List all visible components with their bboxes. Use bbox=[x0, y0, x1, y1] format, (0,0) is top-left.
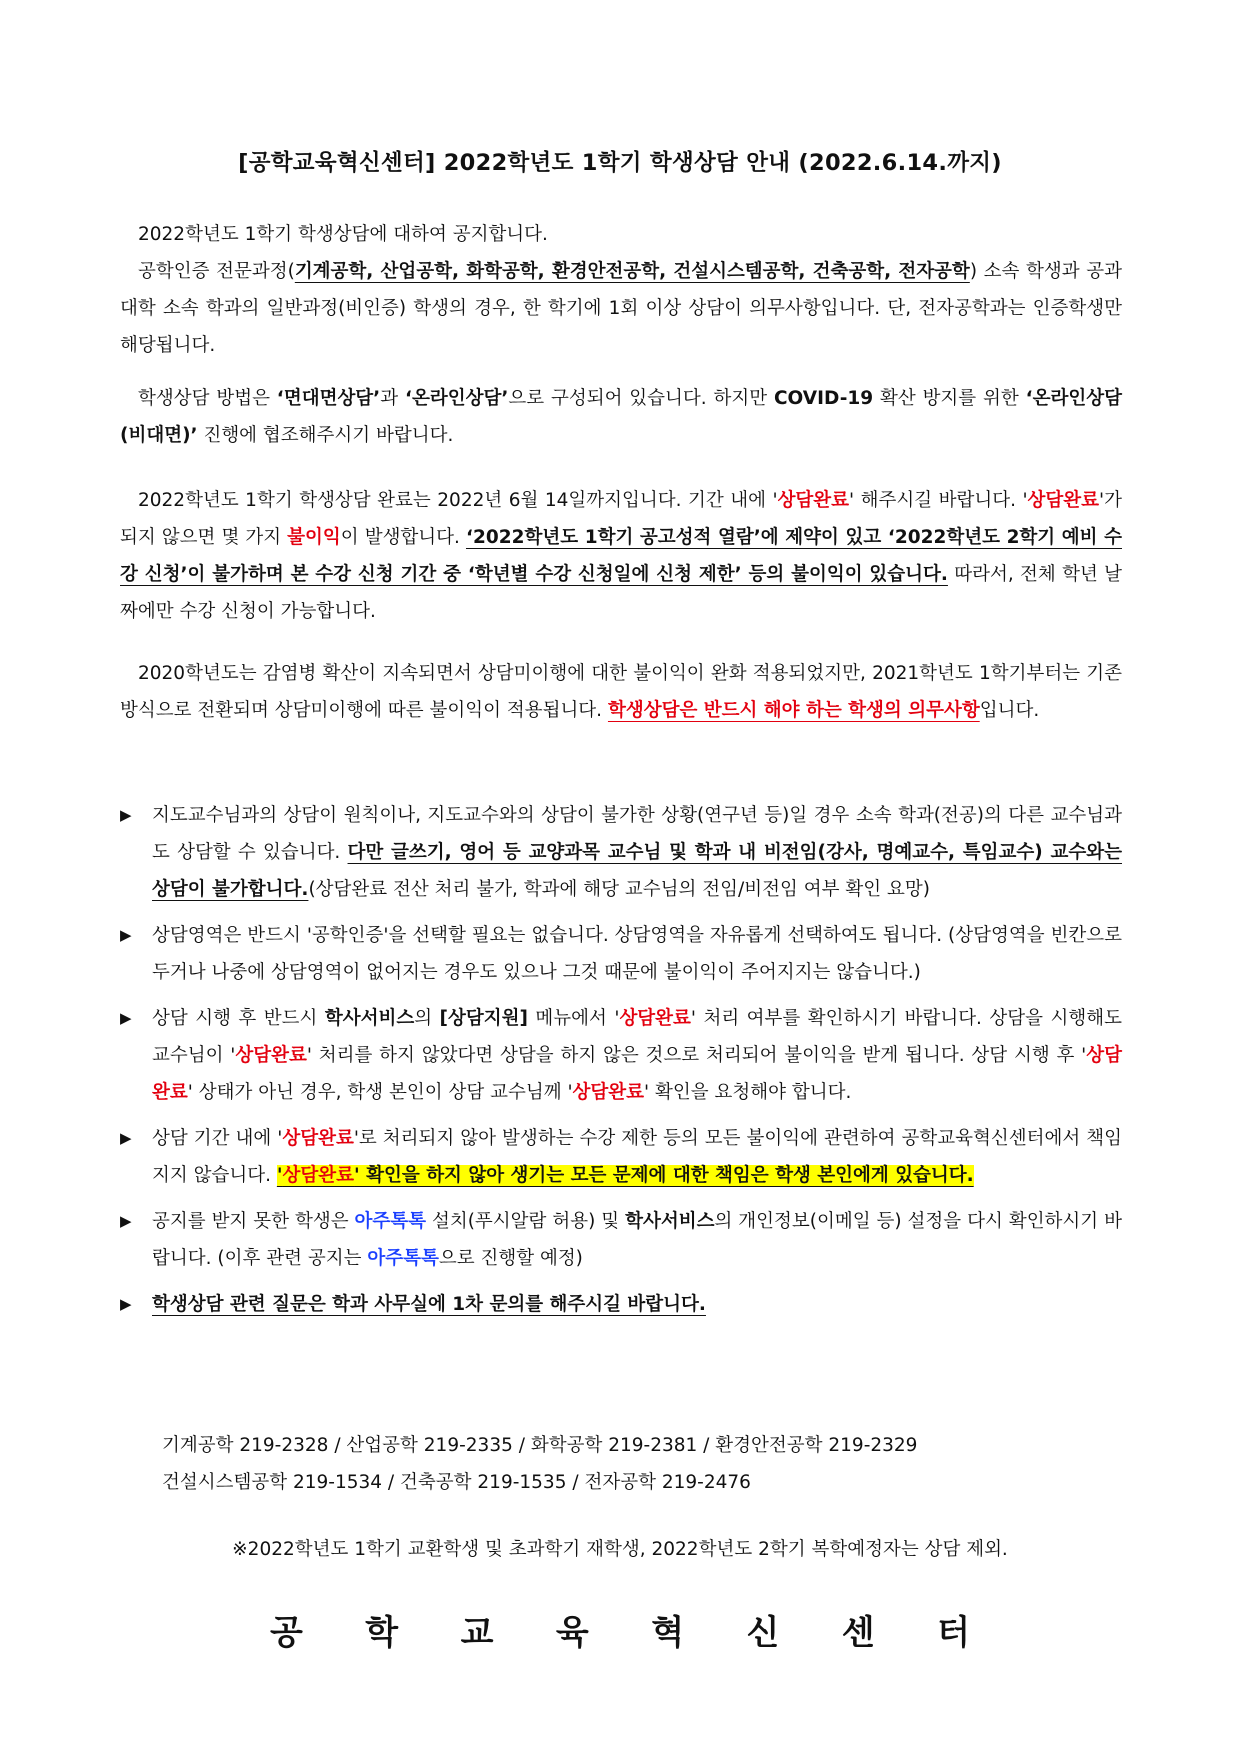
text-span: 으로 구성되어 있습니다. 하지만 bbox=[508, 388, 774, 409]
text-span: 의 bbox=[414, 1008, 440, 1029]
text-span: 의 개인정보(이메일 등) 설정을 다시 확인하시기 바랍니다. (이후 관련 공지는 bbox=[152, 1211, 1122, 1269]
text-span: ' 확인을 하지 않아 생기는 모든 문제에 대한 책임은 학생 본인에게 있습니다. bbox=[354, 1165, 974, 1186]
bullet-advisor bbox=[120, 797, 1122, 908]
consult-complete-text: 상담완료 bbox=[282, 1165, 355, 1186]
bullet-list bbox=[120, 797, 1122, 1323]
intro-paragraph bbox=[120, 216, 1122, 364]
text-span: 입니다. bbox=[979, 700, 1040, 721]
online-nonface-label: ‘온라인상담(비대면)’ bbox=[120, 388, 1123, 446]
text-span: 상담 시행 후 반드시 bbox=[152, 1008, 325, 1029]
academic-service-label: 학사서비스 bbox=[625, 1211, 715, 1232]
bullet-check-status bbox=[120, 1000, 1122, 1111]
triangle-bullet-icon: ▶ bbox=[120, 806, 132, 824]
bullet-responsibility bbox=[120, 1120, 1122, 1194]
ajou-toktok-label: 아주톡톡 bbox=[367, 1248, 439, 1269]
online-label: ‘온라인상담’ bbox=[404, 388, 509, 409]
signature-char: 공 bbox=[270, 1613, 303, 1653]
text-span: ' 확인을 요청해야 합니다. bbox=[644, 1082, 852, 1103]
text-span: 지도교수님과의 상담이 원칙이나, 지도교수와의 상담이 불가한 상황(연구년 등)일 경우 소속 학과(전공)의 다른 교수님과도 상담할 수 있습니다. bbox=[152, 805, 1122, 863]
text-span: 공학인증 전문과정( bbox=[138, 261, 295, 282]
intro-line: 2022학년도 1학기 학생상담에 대하여 공지합니다. bbox=[138, 224, 548, 245]
consult-complete-text: 상담완료 bbox=[282, 1128, 354, 1149]
text-span: 상담 기간 내에 ' bbox=[152, 1128, 283, 1149]
contact-instruction: 학생상담 관련 질문은 학과 사무실에 1차 문의를 해주시길 바랍니다. bbox=[152, 1294, 706, 1315]
contact-line-2: 건설시스템공학 219-1534 / 건축공학 219-1535 / 전자공학 219-2476 bbox=[162, 1472, 751, 1493]
signature-char: 센 bbox=[841, 1613, 875, 1653]
method-paragraph bbox=[120, 380, 1122, 454]
certification-text bbox=[120, 253, 1122, 364]
signature-char: 교 bbox=[460, 1613, 494, 1653]
signature-char: 육 bbox=[555, 1613, 589, 1653]
face-to-face-label: ‘면대면상담’ bbox=[276, 388, 381, 409]
text-span: 진행에 협조해주시기 바랍니다. bbox=[197, 425, 454, 446]
text-span: 설치(푸시알람 허용) 및 bbox=[426, 1211, 626, 1232]
text-span: 메뉴에서 ' bbox=[527, 1008, 620, 1029]
consult-support-menu: [상담지원] bbox=[439, 1008, 528, 1029]
consult-complete-text: 상담완료 bbox=[619, 1008, 691, 1029]
text-span: (상담완료 전산 처리 불가, 학과에 해당 교수님의 전임/비전임 여부 확인 요망) bbox=[308, 879, 930, 900]
text-span: 상담영역은 반드시 '공학인증'을 선택할 필요는 없습니다. 상담영역을 자유롭게 선택하여도 됩니다. (상담영역을 빈칸으로 두거나 나중에 상담영역이 없어지는 경우도 있으나 그것 때문에 불이익이 주어지지는 않습니다.) bbox=[152, 925, 1122, 983]
text-span: ' 처리 여부를 확인하시기 바랍니다. 상담을 시행해도 교수님이 ' bbox=[152, 1008, 1122, 1066]
disadvantage-text: 불이익 bbox=[287, 527, 341, 548]
triangle-bullet-icon: ▶ bbox=[120, 926, 132, 944]
majors-list: 기계공학, 산업공학, 화학공학, 환경안전공학, 건설시스템공학, 건축공학, 전자공학 bbox=[294, 261, 970, 282]
consult-complete-text: 상담완료 bbox=[572, 1082, 645, 1103]
text-span: ' bbox=[276, 1165, 283, 1186]
triangle-bullet-icon: ▶ bbox=[120, 1295, 132, 1313]
page-title: [공학교육혁신센터] 2022학년도 1학기 학생상담 안내 (2022.6.14.까지) bbox=[238, 150, 1002, 176]
signature-char: 학 bbox=[365, 1613, 399, 1653]
text-span: ' 해주시길 바랍니다. ' bbox=[849, 490, 1028, 511]
text-span: '가 되지 않으면 몇 가지 bbox=[120, 490, 1122, 548]
text-span: 2020학년도는 감염병 확산이 지속되면서 상담미이행에 대한 불이익이 완화 적용되었지만, 2021학년도 1학기부터는 기존 방식으로 전환되며 상담미이행에 따른 불이익이 적용됩니다. bbox=[120, 663, 1122, 721]
exemption-footnote: ※2022학년도 1학기 교환학생 및 초과학기 재학생, 2022학년도 2학기 복학예정자는 상담 제외. bbox=[232, 1539, 1008, 1560]
text-span: ' 처리를 하지 않았다면 상담을 하지 않은 것으로 처리되어 불이익을 받게 됩니다. 상담 시행 후 ' bbox=[306, 1045, 1087, 1066]
text-span: 따라서, 전체 학년 날짜에만 수강 신청이 가능합니다. bbox=[120, 564, 1122, 622]
history-paragraph bbox=[120, 655, 1122, 729]
academic-service-label: 학사서비스 bbox=[324, 1008, 415, 1029]
advisor-restriction: 다만 글쓰기, 영어 등 교양과목 교수님 및 학과 내 비전임(강사, 명예교수, 특임교수) 교수와는 상담이 불가합니다. bbox=[152, 842, 1122, 900]
signature-char: 신 bbox=[746, 1613, 780, 1653]
triangle-bullet-icon: ▶ bbox=[120, 1212, 132, 1230]
text-span: '로 처리되지 않아 발생하는 수강 제한 등의 모든 불이익에 관련하여 공학교육혁신센터에서 책임지지 않습니다. bbox=[152, 1128, 1122, 1186]
restriction-statement: ‘2022학년도 1학기 공고성적 열람’에 제약이 있고 ‘2022학년도 2학기 예비 수강 신청’이 불가하며 본 수강 신청 기간 중 ‘학년별 수강 신청일에 신청 제한’ 등의 불이익이 있습니다. bbox=[120, 527, 1122, 585]
bullet-area bbox=[120, 917, 1122, 991]
consult-complete-text: 상담완료 bbox=[152, 1045, 1123, 1103]
obligation-statement: 학생상담은 반드시 해야 하는 학생의 의무사항 bbox=[607, 700, 980, 721]
signature-char: 혁 bbox=[651, 1613, 685, 1653]
text-span: ) 소속 학생과 공과대학 소속 학과의 일반과정(비인증) 학생의 경우, 한 학기에 1회 이상 상담이 의무사항입니다. 단, 전자공학과는 인증학생만 해당됩니다. bbox=[120, 261, 1122, 356]
bullet-notice-app bbox=[120, 1203, 1122, 1277]
text-span: 학생상담 방법은 bbox=[138, 388, 277, 409]
text-span: 공지를 받지 못한 학생은 bbox=[152, 1211, 355, 1232]
consult-complete-text: 상담완료 bbox=[235, 1045, 307, 1066]
center-signature bbox=[270, 1605, 970, 1654]
text-span: 이 발생합니다. bbox=[340, 527, 466, 548]
covid-label: COVID-19 bbox=[773, 388, 874, 409]
highlighted-warning bbox=[277, 1165, 974, 1186]
text-span: 으로 진행할 예정) bbox=[438, 1248, 583, 1269]
triangle-bullet-icon: ▶ bbox=[120, 1009, 132, 1027]
text-span: 과 bbox=[380, 388, 405, 409]
consult-complete-text: 상담완료 bbox=[777, 490, 850, 511]
ajou-toktok-label: 아주톡톡 bbox=[354, 1211, 426, 1232]
triangle-bullet-icon: ▶ bbox=[120, 1129, 132, 1147]
text-span: ' 상태가 아닌 경우, 학생 본인이 상담 교수님께 ' bbox=[187, 1082, 573, 1103]
bullet-contact-question bbox=[120, 1286, 1122, 1323]
signature-char: 터 bbox=[937, 1613, 970, 1653]
text-span: 2022학년도 1학기 학생상담 완료는 2022년 6월 14일까지입니다. 기간 내에 ' bbox=[138, 490, 778, 511]
text-span: 확산 방지를 위한 bbox=[873, 388, 1026, 409]
consult-complete-text: 상담완료 bbox=[1027, 490, 1100, 511]
contact-line-1: 기계공학 219-2328 / 산업공학 219-2335 / 화학공학 219-2381 / 환경안전공학 219-2329 bbox=[162, 1435, 918, 1456]
deadline-paragraph bbox=[120, 482, 1122, 630]
